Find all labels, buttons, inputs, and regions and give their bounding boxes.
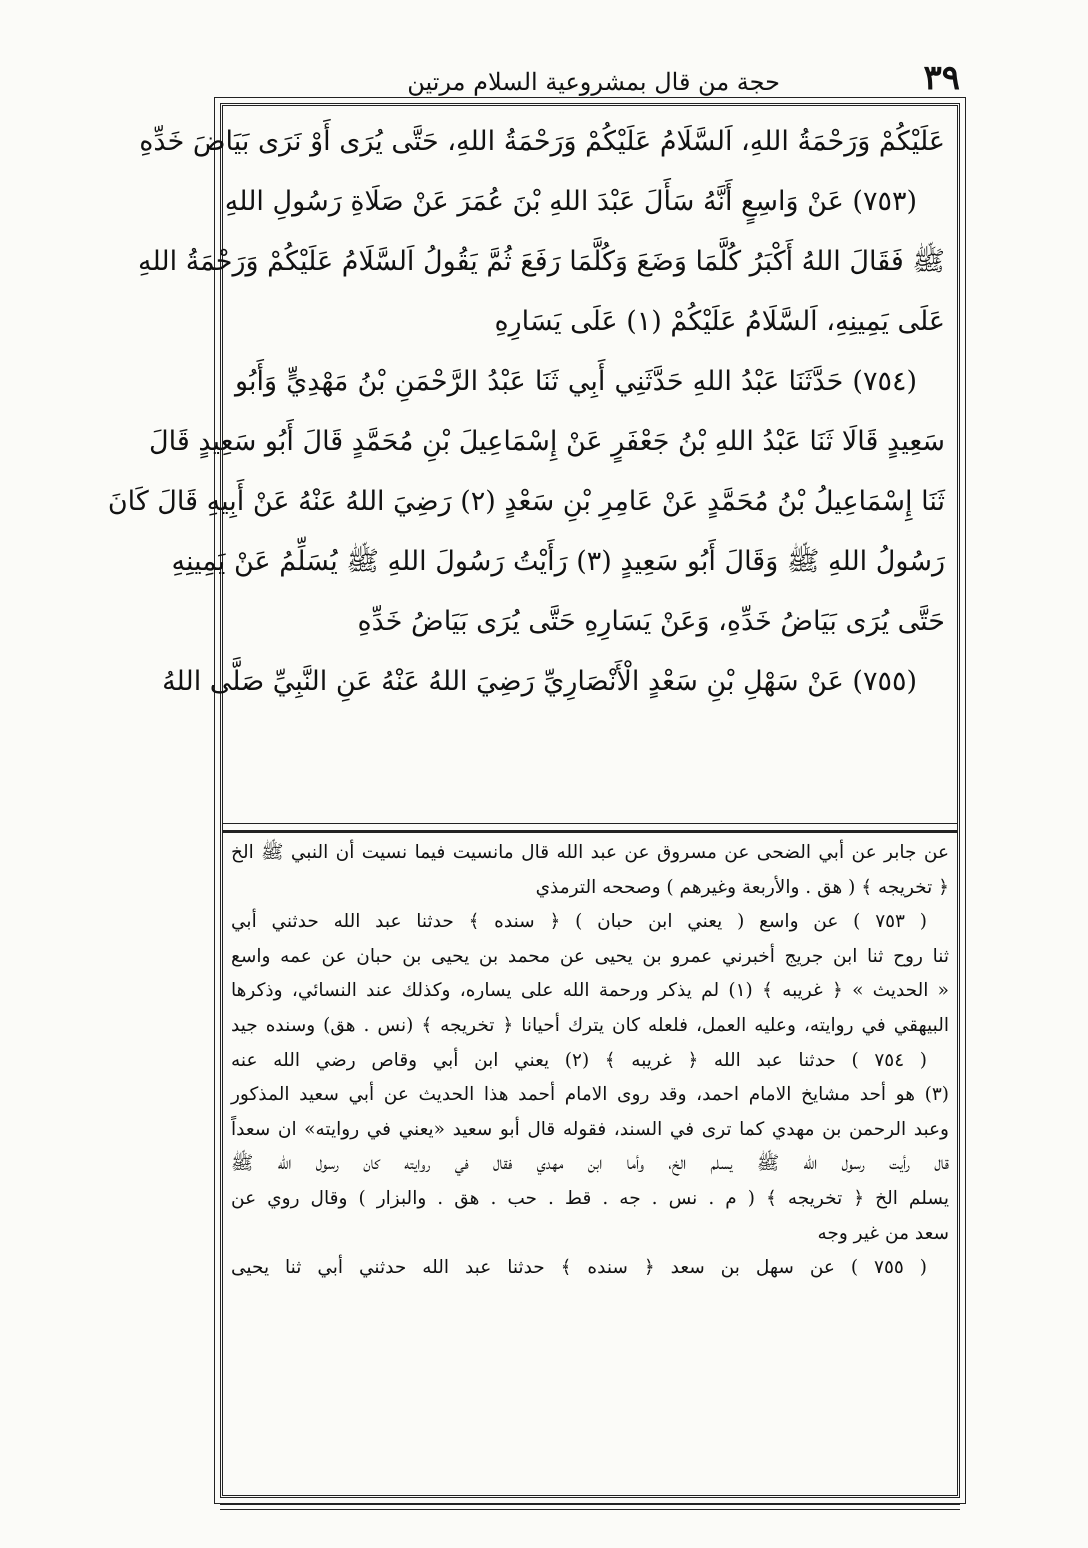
main-line: (٧٥٣) عَنْ وَاسِعٍ أَنَّهُ سَأَلَ عَبْدَ اللهِ بْنَ عُمَرَ عَنْ صَلَاةِ رَسُولِ اللهِ (224, 186, 917, 217)
commentary-line: ( ٧٥٥ ) عن سهل بن سعد ﴿ سنده ﴾ حدثنا عبد الله حدثني أبي ثنا يحيى (231, 1257, 927, 1279)
commentary-line: ﴿ تخريجه ﴾ ( هق . والأربعة وغيرهم ) وصححه الترمذي (535, 876, 949, 898)
commentary-line: وعبد الرحمن بن مهدي كما ترى في السند، فقوله قال أبو سعيد «يعني في روايته» ان سعداً (231, 1118, 949, 1140)
commentary-line: « الحديث » ﴿ غريبه ﴾ (١) لم يذكر ورحمة الله على يساره، وكذلك عند النسائي، وذكرها (231, 980, 949, 1002)
main-line: ﷺ فَقَالَ اللهُ أَكْبَرُ كُلَّمَا وَضَعَ وَكُلَّمَا رَفَعَ ثُمَّ يَقُولُ اَلسَّلَامُ عَلَيْكُمْ وَرَحْمَةُ اللهِ (137, 246, 945, 277)
commentary-line: ( ٧٥٤ ) حدثنا عبد الله ﴿ غريبه ﴾ (٢) يعني ابن أبي وقاص رضي الله عنه (231, 1049, 927, 1071)
bottom-rule (220, 1503, 960, 1510)
hadith-text (107, 112, 945, 712)
main-line: عَلَيْكُمْ وَرَحْمَةُ اللهِ، اَلسَّلَامُ عَلَيْكُمْ وَرَحْمَةُ اللهِ، حَتَّى يُرَى أَوْ نَرَى بَيَاضَ خَدِّهِ (139, 126, 945, 157)
main-line: سَعِيدٍ قَالَا ثَنَا عَبْدُ اللهِ بْنُ جَعْفَرٍ عَنْ إِسْمَاعِيلَ بْنِ مُحَمَّدٍ قَالَ أَبُو سَعِيدٍ قَالَ (149, 426, 945, 457)
commentary-line: قال رأيت رسول الله ﷺ يسلم الخ، وأما ابن مهدي فقال في روايته كان رسول الله ﷺ (231, 1153, 949, 1175)
running-title: حجة من قال بمشروعية السلام مرتين (407, 68, 780, 96)
page-number: ٣٩ (923, 58, 960, 98)
commentary-line: ( ٧٥٣ ) عن واسع ( يعني ابن حبان ) ﴿ سنده ﴾ حدثنا عبد الله حدثني أبي (231, 911, 927, 933)
main-line: حَتَّى يُرَى بَيَاضُ خَدِّهِ، وَعَنْ يَسَارِهِ حَتَّى يُرَى بَيَاضُ خَدِّهِ (357, 606, 945, 637)
commentary-line: البيهقي في روايته، وعليه العمل، فلعله كان يترك أحيانا ﴿ تخريجه ﴾ (نس . هق) وسنده جيد (231, 1014, 949, 1036)
commentary-line: عن جابر عن أبي الضحى عن مسروق عن عبد الله قال مانسيت فيما نسيت أن النبي ﷺ الخ (231, 842, 950, 863)
main-line: (٧٥٥) عَنْ سَهْلِ بْنِ سَعْدٍ الْأَنْصَارِيِّ رَضِيَ اللهُ عَنْهُ عَنِ النَّبِيِّ صَلَّى اللهُ (162, 666, 917, 697)
main-line: رَسُولُ اللهِ ﷺ وَقَالَ أَبُو سَعِيدٍ (٣) رَأَيْتُ رَسُولَ اللهِ ﷺ يُسَلِّمُ عَنْ يَمِينِهِ (171, 546, 945, 577)
main-line: (٧٥٤) حَدَّثَنَا عَبْدُ اللهِ حَدَّثَنِي أَبِي ثَنَا عَبْدُ الرَّحْمَنِ بْنُ مَهْدِيٍّ وَأَبُو (235, 366, 917, 397)
section-divider (223, 823, 957, 833)
commentary-line: (٣) هو أحد مشايخ الامام احمد، وقد روى الامام أحمد هذا الحديث عن أبي سعيد المذكور (231, 1084, 949, 1106)
commentary-line: سعد من غير وجه (817, 1222, 949, 1244)
main-line: عَلَى يَمِينِهِ، اَلسَّلَامُ عَلَيْكُمْ (١) عَلَى يَسَارِهِ (494, 306, 945, 337)
commentary-line: يسلم الخ ﴿ تخريجه ﴾ ( م . نس . جه . قط . حب . هق . والبزار ) وقال روي عن (231, 1187, 949, 1209)
page-frame (107, 103, 960, 1498)
commentary-text (231, 836, 949, 1286)
commentary-line: ثنا روح ثنا ابن جريج أخبرني عمرو بن يحيى عن محمد بن يحيى بن حبان عن عمه واسع (231, 945, 949, 967)
main-line: ثَنَا إِسْمَاعِيلُ بْنُ مُحَمَّدٍ عَنْ عَامِرِ بْنِ سَعْدٍ (٢) رَضِيَ اللهُ عَنْهُ عَنْ أَبِيهِ قَالَ كَانَ (107, 486, 945, 517)
